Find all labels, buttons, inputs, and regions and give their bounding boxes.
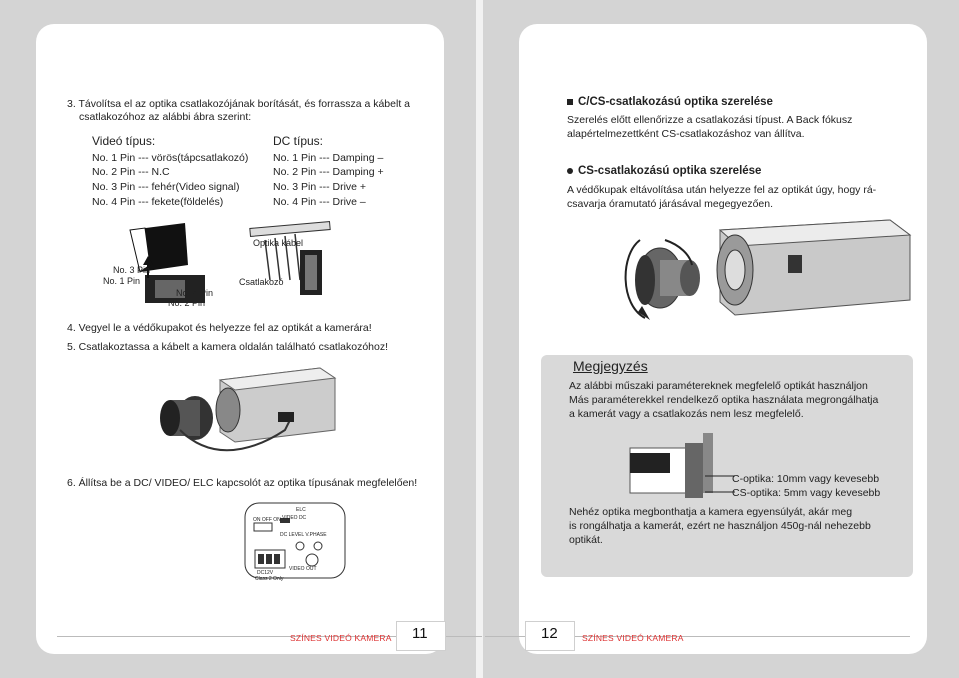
left-footer-label: SZÍNES VIDEÓ KAMERA <box>290 633 392 643</box>
cs-mount-line1: Szerelés előtt ellenőrizze a csatlakozási típust. A Back fókusz <box>567 114 853 126</box>
dc12v-label: DC12V <box>257 570 274 576</box>
video-dc-label: VIDEO DC <box>282 515 307 521</box>
step3-line1: 3. Távolítsa el az optika csatlakozójának borítását, és forrassza a kábelt a <box>67 98 410 110</box>
cs-mount-title-text: C/CS-csatlakozású optika szerelése <box>578 96 773 108</box>
dc-type-title: DC típus: <box>273 134 324 148</box>
video-type-title: Videó típus: <box>92 134 156 148</box>
cs-mount-title <box>567 96 773 109</box>
right-footer-label: SZÍNES VIDEÓ KAMERA <box>582 633 684 643</box>
no2pin-label: No. 2 Pin <box>168 298 206 308</box>
elc-label: ELC <box>296 507 306 513</box>
no1pin-label: No. 1 Pin <box>103 276 141 286</box>
left-page-number: 11 <box>412 625 428 642</box>
note-line1: Az alábbi műszaki paramétereknek megfelelő optikát használjon <box>569 380 868 392</box>
note-warn1: Nehéz optika megbonthatja a kamera egyensúlyát, akár meg <box>569 506 853 518</box>
step3-line2: csatlakozóhoz az alábbi ábra szerint: <box>79 111 252 123</box>
page-gutter <box>476 0 483 678</box>
video-pin-1: No. 1 Pin --- vörös(tápcsatlakozó) <box>92 152 249 164</box>
camera-install-diagram <box>140 360 340 470</box>
flange-distance-diagram <box>630 428 740 503</box>
dc-pin-3: No. 3 Pin --- Drive + <box>273 181 367 193</box>
note-title: Megjegyzés <box>573 358 648 374</box>
no4pin-label: No. 4 Pin <box>176 288 214 298</box>
video-pin-3: No. 3 Pin --- fehér(Video signal) <box>92 181 240 193</box>
class2-label: Class 2 Only <box>255 576 284 582</box>
no3pin-label: No. 3 Pin <box>113 265 151 275</box>
step6-text: 6. Állítsa be a DC/ VIDEO/ ELC kapcsolót az optika típusának megfelelően! <box>67 477 418 489</box>
square-bullet-icon <box>567 99 573 105</box>
dc-pin-1: No. 1 Pin --- Damping – <box>273 152 384 164</box>
cs-only-title <box>567 165 761 178</box>
dc-pin-4: No. 4 Pin --- Drive – <box>273 196 366 208</box>
video-pin-2: No. 2 Pin --- N.C <box>92 166 170 178</box>
note-line2: Más paraméterekkel rendelkező optika használata megrongálhatja <box>569 394 879 406</box>
note-warn2: is rongálhatja a kamerát, ezért ne használjon 450g-nál nehezebb <box>569 520 871 532</box>
cs-only-line2: csavarja óramutató járásával megegyezően. <box>567 198 774 210</box>
note-line3: a kamerát vagy a csatlakozás nem lesz megfelelő. <box>569 408 804 420</box>
step5-text: 5. Csatlakoztassa a kábelt a kamera oldalán található csatlakozóhoz! <box>67 341 389 353</box>
video-out-label: VIDEO OUT <box>289 566 317 572</box>
c-optika-spec: C-optika: 10mm vagy kevesebb <box>732 473 880 485</box>
cs-only-line1: A védőkupak eltávolítása után helyezze fel az optikát úgy, hogy rá- <box>567 184 877 196</box>
optika-kabel-label: Optika kábel <box>253 238 304 248</box>
cs-lens-mount-diagram <box>620 210 920 325</box>
dc-pin-2: No. 2 Pin --- Damping + <box>273 166 384 178</box>
cs-optika-spec: CS-optika: 5mm vagy kevesebb <box>732 487 881 499</box>
video-pin-4: No. 4 Pin --- fekete(földelés) <box>92 196 224 208</box>
on-off-on-label: ON OFF ON <box>253 517 281 523</box>
cs-only-title-text: CS-csatlakozású optika szerelése <box>578 165 762 177</box>
cs-mount-line2: alapértelmezettként CS-csatlakozáshoz van állítva. <box>567 128 805 140</box>
csatlakozo-label: Csatlakozó <box>239 277 284 287</box>
dc-level-label: DC LEVEL V.PHASE <box>280 532 327 538</box>
right-page-number: 12 <box>541 625 558 642</box>
round-bullet-icon <box>567 168 573 174</box>
step4-text: 4. Vegyel le a védőkupakot és helyezze fel az optikát a kamerára! <box>67 322 372 334</box>
note-warn3: optikát. <box>569 534 603 546</box>
